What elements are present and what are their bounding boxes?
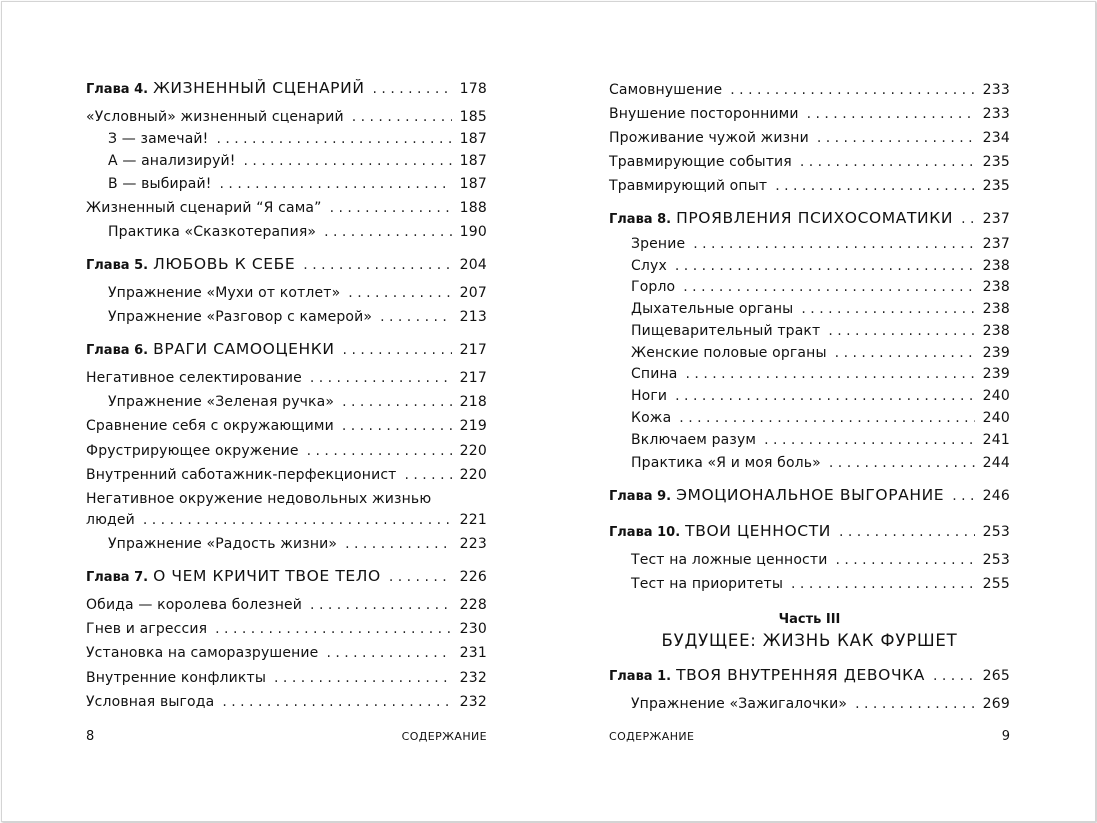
part-label: Часть III (778, 612, 841, 627)
toc-entry: Упражнение «Радость жизни» . . . 223 (86, 533, 487, 555)
toc-entry: Горло . . . 238 (609, 276, 1010, 298)
left-page (86, 2, 487, 821)
toc-entry: Травмирующий опыт . . . 235 (609, 175, 1010, 197)
toc-entry: Гнев и агрессия . . . 230 (86, 618, 487, 640)
toc-entry: «Условный» жизненный сценарий . . . 185 (86, 106, 487, 128)
toc-entry: З — замечай! . . . 187 (86, 128, 487, 150)
toc-entry: В — выбирай! . . . 187 (86, 173, 487, 195)
running-head: СОДЕРЖАНИЕ (401, 730, 487, 743)
toc-entry: А — анализируй! . . . 187 (86, 150, 487, 172)
toc-entry: Внушение посторонними . . . 233 (609, 103, 1010, 125)
toc-entry: Ноги . . . 240 (609, 385, 1010, 407)
chapter-entry: Глава 5. ЛЮБОВЬ К СЕБЕ . . . 204 (86, 253, 487, 275)
toc-entry: Самовнушение . . . 233 (609, 79, 1010, 101)
chapter-entry: Глава 7. О ЧЕМ КРИЧИТ ТВОЕ ТЕЛО . . . 226 (86, 565, 487, 587)
toc-entry: Упражнение «Зеленая ручка» . . . 218 (86, 391, 487, 413)
book-spread (1, 1, 1096, 822)
toc-entry: Упражнение «Разговор с камерой» . . . 213 (86, 306, 487, 328)
toc-entry: Кожа . . . 240 (609, 407, 1010, 429)
running-head: СОДЕРЖАНИЕ (609, 730, 695, 743)
toc-entry: Внутренние конфликты . . . 232 (86, 667, 487, 689)
toc-entry: Травмирующие события . . . 235 (609, 151, 1010, 173)
toc-entry: Фрустрирующее окружение . . . 220 (86, 440, 487, 462)
toc-entry: Пищеварительный тракт . . . 238 (609, 320, 1010, 342)
toc-entry: Практика «Я и моя боль» . . . 244 (609, 452, 1010, 474)
toc-entry: Негативное селектирование . . . 217 (86, 367, 487, 389)
toc-entry: людей . . . 221 (86, 509, 487, 531)
toc-entry: Тест на приоритеты . . . 255 (609, 573, 1010, 595)
chapter-entry: Глава 9. ЭМОЦИОНАЛЬНОЕ ВЫГОРАНИЕ . . . 246 (609, 484, 1010, 506)
part-title: БУДУЩЕЕ: ЖИЗНЬ КАК ФУРШЕТ (661, 631, 958, 650)
toc-entry: Установка на саморазрушение . . . 231 (86, 642, 487, 664)
toc-entry: Зрение . . . 237 (609, 233, 1010, 255)
chapter-entry: Глава 10. ТВОИ ЦЕННОСТИ . . . 253 (609, 520, 1010, 542)
toc-entry: Обида — королева болезней . . . 228 (86, 594, 487, 616)
toc-entry: Упражнение «Зажигалочки» . . . 269 (609, 693, 1010, 715)
toc-entry: Женские половые органы . . . 239 (609, 342, 1010, 364)
toc-entry: Включаем разум . . . 241 (609, 429, 1010, 451)
toc-entry: Тест на ложные ценности . . . 253 (609, 549, 1010, 571)
toc-entry: Внутренний саботажник-перфекционист . . . 220 (86, 464, 487, 486)
page-number: 8 (86, 729, 95, 744)
chapter-entry: Глава 8. ПРОЯВЛЕНИЯ ПСИХОСОМАТИКИ . . . 237 (609, 207, 1010, 229)
page-number: 9 (1001, 729, 1010, 744)
toc-entry: Проживание чужой жизни . . . 234 (609, 127, 1010, 149)
toc-entry: Условная выгода . . . 232 (86, 691, 487, 713)
page-footer (86, 728, 487, 746)
chapter-entry: Глава 1. ТВОЯ ВНУТРЕННЯЯ ДЕВОЧКА . . . 265 (609, 664, 1010, 686)
toc-entry: Жизненный сценарий “Я сама” . . . 188 (86, 197, 487, 219)
chapter-entry: Глава 4. ЖИЗНЕННЫЙ СЦЕНАРИЙ . . . 178 (86, 77, 487, 99)
toc-entry: Спина . . . 239 (609, 363, 1010, 385)
right-page (609, 2, 1010, 821)
toc-entry: Практика «Сказкотерапия» . . . 190 (86, 221, 487, 243)
toc-entry: Упражнение «Мухи от котлет» . . . 207 (86, 282, 487, 304)
chapter-entry: Глава 6. ВРАГИ САМООЦЕНКИ . . . 217 (86, 338, 487, 360)
toc-entry: Сравнение себя с окружающими . . . 219 (86, 415, 487, 437)
toc-entry-first-line: Негативное окружение недовольных жизнью (86, 491, 432, 507)
toc-entry: Дыхательные органы . . . 238 (609, 298, 1010, 320)
toc-entry: Слух . . . 238 (609, 255, 1010, 277)
page-footer (609, 728, 1010, 746)
